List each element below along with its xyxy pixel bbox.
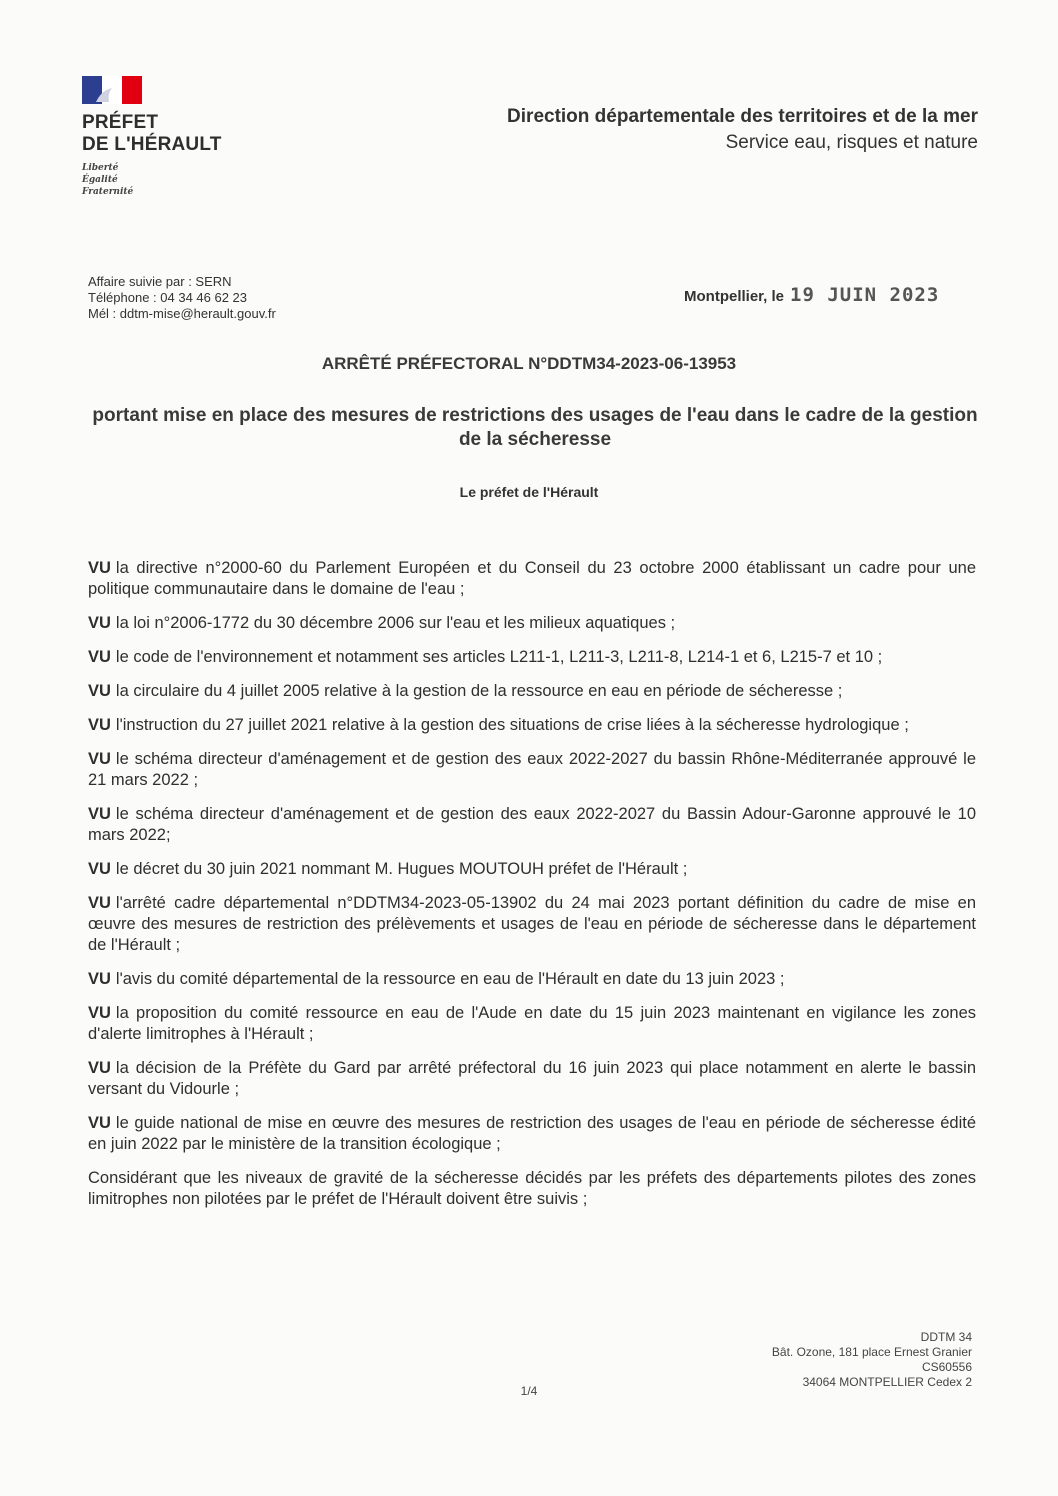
vu-label: VU <box>88 805 111 823</box>
date-line <box>684 284 939 306</box>
visa-text: le schéma directeur d'aménagement et de gestion des eaux 2022-2027 du bassin Rhône-Méditerranée approuvé le 21 mars 2022 ; <box>88 750 976 789</box>
address-line: DDTM 34 <box>920 1330 972 1344</box>
vu-label: VU <box>88 648 111 666</box>
visa-item <box>88 647 976 668</box>
visa-text: la directive n°2000-60 du Parlement Européen et du Conseil du 23 octobre 2000 établissant un cadre pour une politique communautaire dans le domaine de l'eau ; <box>88 559 976 598</box>
service-header <box>507 104 978 156</box>
service-direction: Direction départementale des territoires et de la mer <box>507 106 978 127</box>
motto-fraternite: Fraternité <box>82 187 134 197</box>
visa-item <box>88 558 976 600</box>
logo-title <box>82 112 282 156</box>
visa-text: la proposition du comité ressource en eau de l'Aude en date du 15 juin 2023 maintenant en vigilance les zones d'alerte limitrophes à l'Hérault ; <box>88 1004 976 1043</box>
vu-label: VU <box>88 682 111 700</box>
contact-followed-by: Affaire suivie par : SERN <box>88 274 232 289</box>
date-place: Montpellier, le <box>684 288 785 305</box>
motto-liberte: Liberté <box>82 163 119 173</box>
visa-item <box>88 613 976 634</box>
vu-label: VU <box>88 716 111 734</box>
vu-label: VU <box>88 860 111 878</box>
page-number: 1/4 <box>520 1384 538 1398</box>
visa-item <box>88 1003 976 1045</box>
vu-label: VU <box>88 1114 111 1132</box>
contact-email: Mél : ddtm-mise@herault.gouv.fr <box>88 306 276 321</box>
visa-item <box>88 1113 976 1155</box>
address-line: 34064 MONTPELLIER Cedex 2 <box>802 1375 972 1389</box>
visa-item <box>88 681 976 702</box>
visa-text: l'avis du comité départemental de la ressource en eau de l'Hérault en date du 13 juin 2023 ; <box>115 970 785 988</box>
visa-text: l'arrêté cadre départemental n°DDTM34-2023-05-13902 du 24 mai 2023 portant définition du cadre de mise en œuvre des mesures de restriction des prélèvements et usages de l'eau en période de sécheresse dans le département de l'Hérault ; <box>88 894 976 954</box>
date-stamp: 19 JUIN 2023 <box>790 284 940 306</box>
republic-motto <box>82 162 282 198</box>
visa-text: le schéma directeur d'aménagement et de gestion des eaux 2022-2027 du Bassin Adour-Garonne approuvé le 10 mars 2022; <box>88 805 976 844</box>
contact-block <box>88 274 276 322</box>
visa-item <box>88 715 976 736</box>
visa-text: la décision de la Préfète du Gard par arrêté préfectoral du 16 juin 2023 qui place notamment en alerte le bassin versant du Vidourle ; <box>88 1059 976 1098</box>
address-line: CS60556 <box>921 1360 972 1374</box>
footer-address <box>772 1330 972 1390</box>
document-title: ARRÊTÉ PRÉFECTORAL N°DDTM34-2023-06-13953 <box>321 354 737 373</box>
prefecture-logo <box>82 76 282 198</box>
visa-text: la circulaire du 4 juillet 2005 relative à la gestion de la ressource en eau en période de sécheresse ; <box>115 682 843 700</box>
visa-item <box>88 749 976 791</box>
vu-label: VU <box>88 559 111 577</box>
logo-line-2: DE L'HÉRAULT <box>82 134 222 155</box>
visa-text: le guide national de mise en œuvre des mesures de restriction des usages de l'eau en période de sécheresse édité en juin 2022 par le ministère de la transition écologique ; <box>88 1114 976 1153</box>
visa-text: l'instruction du 27 juillet 2021 relative à la gestion des situations de crise liées à la sécheresse hydrologique ; <box>115 716 909 734</box>
visa-item <box>88 893 976 956</box>
visa-item <box>88 804 976 846</box>
visa-text: la loi n°2006-1772 du 30 décembre 2006 sur l'eau et les milieux aquatiques ; <box>115 614 676 632</box>
visa-item <box>88 859 976 880</box>
motto-egalite: Égalité <box>82 175 118 185</box>
marianne-flag-icon <box>82 76 142 104</box>
vu-label: VU <box>88 970 111 988</box>
vu-label: VU <box>88 1004 111 1022</box>
visa-text: le décret du 30 juin 2021 nommant M. Hugues MOUTOUH préfet de l'Hérault ; <box>115 860 688 878</box>
vu-label: VU <box>88 750 111 768</box>
service-name: Service eau, risques et nature <box>725 132 978 153</box>
considerant-paragraph: Considérant que les niveaux de gravité de la sécheresse décidés par les préfets des départements pilotes des zones limitrophes non pilotées par le préfet de l'Hérault doivent être suivis ; <box>88 1169 976 1208</box>
visa-item <box>88 1058 976 1100</box>
vu-label: VU <box>88 894 111 912</box>
address-line: Bât. Ozone, 181 place Ernest Granier <box>771 1345 972 1359</box>
logo-line-1: PRÉFET <box>82 112 159 133</box>
vu-label: VU <box>88 1059 111 1077</box>
document-body <box>88 558 976 1223</box>
document-subject: portant mise en place des mesures de restrictions des usages de l'eau dans le cadre de la gestion de la sécheresse <box>92 405 978 450</box>
prefet-line: Le préfet de l'Hérault <box>459 484 599 500</box>
visa-item <box>88 969 976 990</box>
vu-label: VU <box>88 614 111 632</box>
visa-text: le code de l'environnement et notamment ses articles L211-1, L211-3, L211-8, L214-1 et 6, L215-7 et 10 ; <box>115 648 883 666</box>
contact-phone: Téléphone : 04 34 46 62 23 <box>88 290 248 305</box>
